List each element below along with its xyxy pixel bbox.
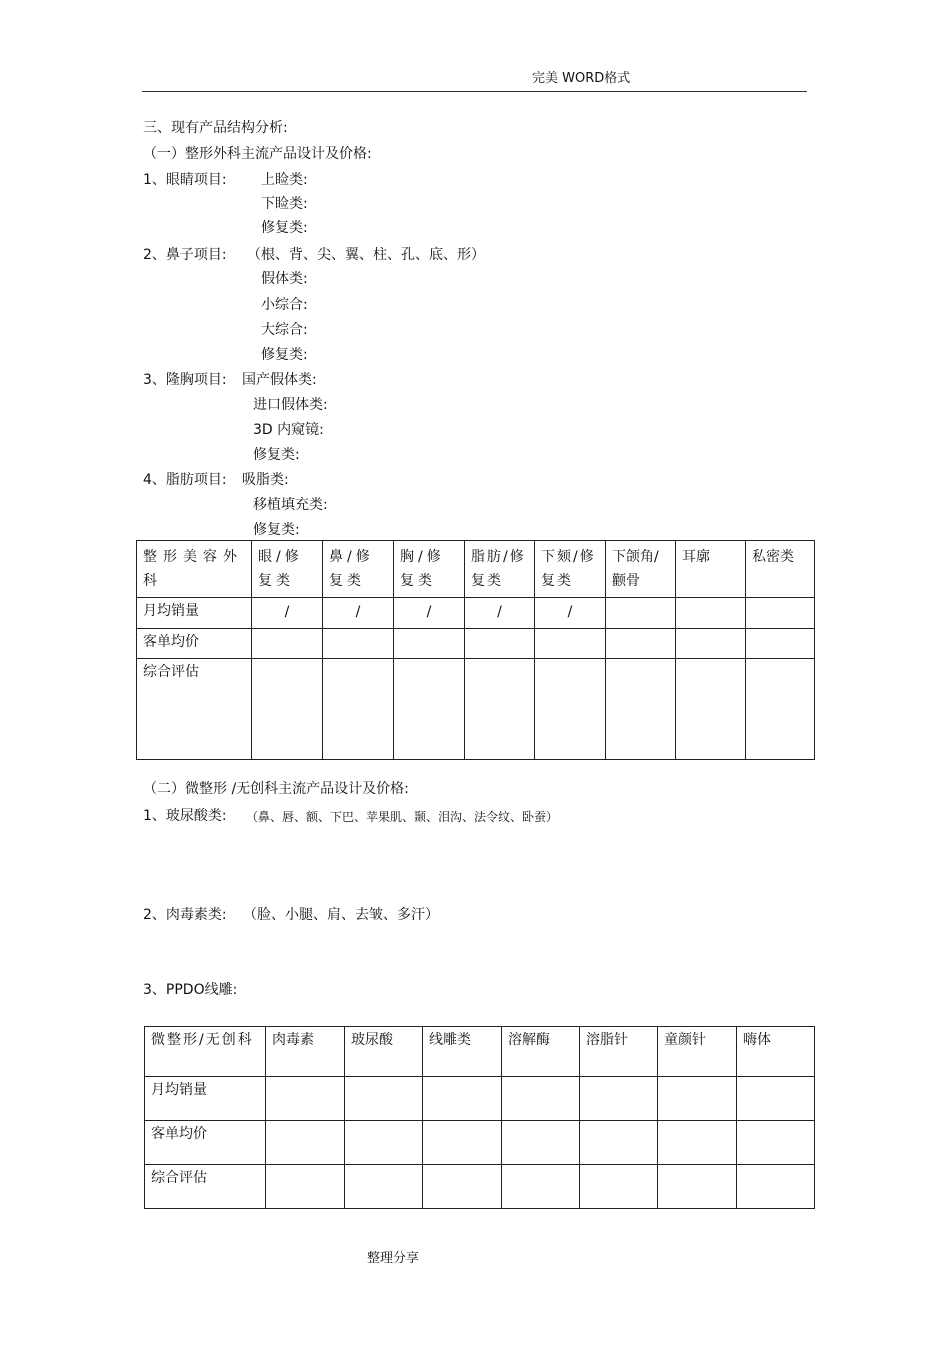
table-cell	[676, 598, 746, 629]
table-header-cell: 整形美容外科	[137, 541, 252, 598]
table-cell	[676, 659, 746, 760]
row-label: 月均销量	[145, 1077, 266, 1121]
table-header-cell: 肉毒素	[266, 1027, 345, 1077]
table-cell	[252, 659, 323, 760]
table-header-cell: 下颌角/颧骨	[606, 541, 676, 598]
item-eyes-label: 1、眼睛项目:	[143, 172, 227, 188]
table-cell: /	[323, 598, 394, 629]
page-footer: 整理分享	[367, 1251, 420, 1266]
item-eyes-line: 修复类:	[261, 220, 308, 236]
row-label: 综合评估	[145, 1165, 266, 1209]
table-header-cell: 眼/修复类	[252, 541, 323, 598]
page-header: 完美 WORD格式	[532, 71, 631, 86]
table-header-cell: 童颜针	[658, 1027, 737, 1077]
item-nose-line: 小综合:	[261, 297, 308, 313]
surgery-table	[136, 540, 815, 760]
item-eyes-line: 下睑类:	[261, 196, 308, 212]
table-header-row	[145, 1027, 815, 1077]
table-cell	[658, 1165, 737, 1209]
item-ppdo-label: 3、PPDO线雕:	[143, 982, 238, 998]
table-header-cell: 私密类	[746, 541, 815, 598]
item-hyaluronic-label: 1、玻尿酸类:	[143, 808, 227, 824]
table-cell	[737, 1121, 815, 1165]
table-cell	[606, 659, 676, 760]
table-header-cell: 胸/修复类	[394, 541, 465, 598]
table-header-cell: 脂肪/修复类	[465, 541, 535, 598]
table-cell	[737, 1077, 815, 1121]
table-header-cell: 线雕类	[423, 1027, 502, 1077]
table-cell	[345, 1121, 423, 1165]
item-breast-line: 修复类:	[253, 447, 300, 463]
table-cell	[465, 629, 535, 659]
table-row	[137, 629, 815, 659]
table-cell	[580, 1077, 658, 1121]
item-fat-label: 4、脂肪项目:	[143, 472, 227, 488]
table-cell	[423, 1077, 502, 1121]
row-label: 月均销量	[137, 598, 252, 629]
table-cell	[737, 1165, 815, 1209]
table-cell: /	[465, 598, 535, 629]
table-cell	[580, 1165, 658, 1209]
table-header-cell: 微整形/无创科	[145, 1027, 266, 1077]
table-cell	[535, 659, 606, 760]
table-cell	[345, 1165, 423, 1209]
item-breast-label: 3、隆胸项目:	[143, 372, 227, 388]
table-row	[137, 598, 815, 629]
table-cell	[394, 659, 465, 760]
item-fat-line: 修复类:	[253, 522, 300, 538]
table-cell	[266, 1121, 345, 1165]
table-header-cell: 下颏/修复类	[535, 541, 606, 598]
table-cell	[345, 1077, 423, 1121]
table-cell	[423, 1121, 502, 1165]
table-cell	[606, 629, 676, 659]
minimally-invasive-table	[144, 1026, 815, 1209]
table-row	[145, 1165, 815, 1209]
item-fat-line: 移植填充类:	[253, 497, 328, 513]
table-header-cell: 溶脂针	[580, 1027, 658, 1077]
table-cell: /	[535, 598, 606, 629]
table-header-cell: 鼻/修复类	[323, 541, 394, 598]
item-breast-line: 进口假体类:	[253, 397, 328, 413]
table-cell	[465, 659, 535, 760]
table-cell	[502, 1121, 580, 1165]
table-cell	[535, 629, 606, 659]
table-cell	[323, 659, 394, 760]
item-nose-note: （根、背、尖、翼、柱、孔、底、形）	[247, 247, 485, 263]
table-header-row	[137, 541, 815, 598]
row-label: 客单均价	[137, 629, 252, 659]
table-header-cell: 嗨体	[737, 1027, 815, 1077]
table-cell	[606, 598, 676, 629]
item-botox-label: 2、肉毒素类:	[143, 907, 227, 923]
table-cell	[266, 1165, 345, 1209]
table-cell	[252, 629, 323, 659]
table-header-cell: 耳廓	[676, 541, 746, 598]
table-row	[145, 1077, 815, 1121]
table-header-cell: 玻尿酸	[345, 1027, 423, 1077]
item-nose-label: 2、鼻子项目:	[143, 247, 227, 263]
item-nose-line: 假体类:	[261, 271, 308, 287]
table-header-cell: 溶解酶	[502, 1027, 580, 1077]
item-breast-first: 国产假体类:	[242, 372, 317, 388]
item-nose-line: 大综合:	[261, 322, 308, 338]
subsection-1-title: （一）整形外科主流产品设计及价格:	[143, 146, 372, 162]
table-cell	[676, 629, 746, 659]
table-cell	[658, 1121, 737, 1165]
item-fat-first: 吸脂类:	[242, 472, 289, 488]
table-cell: /	[252, 598, 323, 629]
subsection-2-title: （二）微整形 /无创科主流产品设计及价格:	[143, 781, 409, 797]
item-botox-note: （脸、小腿、肩、去皱、多汗）	[243, 907, 439, 923]
table-row	[137, 659, 815, 760]
table-cell	[746, 629, 815, 659]
table-cell	[394, 629, 465, 659]
table-cell	[746, 598, 815, 629]
table-cell: /	[394, 598, 465, 629]
table-cell	[658, 1077, 737, 1121]
row-label: 客单均价	[145, 1121, 266, 1165]
table-cell	[580, 1121, 658, 1165]
item-breast-line: 3D 内窥镜:	[253, 422, 324, 438]
table-cell	[323, 629, 394, 659]
item-eyes-line: 上睑类:	[261, 172, 308, 188]
item-hyaluronic-note: （鼻、唇、额、下巴、苹果肌、颞、泪沟、法令纹、卧蚕）	[246, 810, 559, 824]
table-cell	[423, 1165, 502, 1209]
table-cell	[502, 1077, 580, 1121]
section-title: 三、现有产品结构分析:	[143, 120, 288, 136]
table-row	[145, 1121, 815, 1165]
header-rule	[142, 91, 807, 92]
item-nose-line: 修复类:	[261, 347, 308, 363]
table-cell	[746, 659, 815, 760]
table-cell	[502, 1165, 580, 1209]
row-label: 综合评估	[137, 659, 252, 760]
table-cell	[266, 1077, 345, 1121]
